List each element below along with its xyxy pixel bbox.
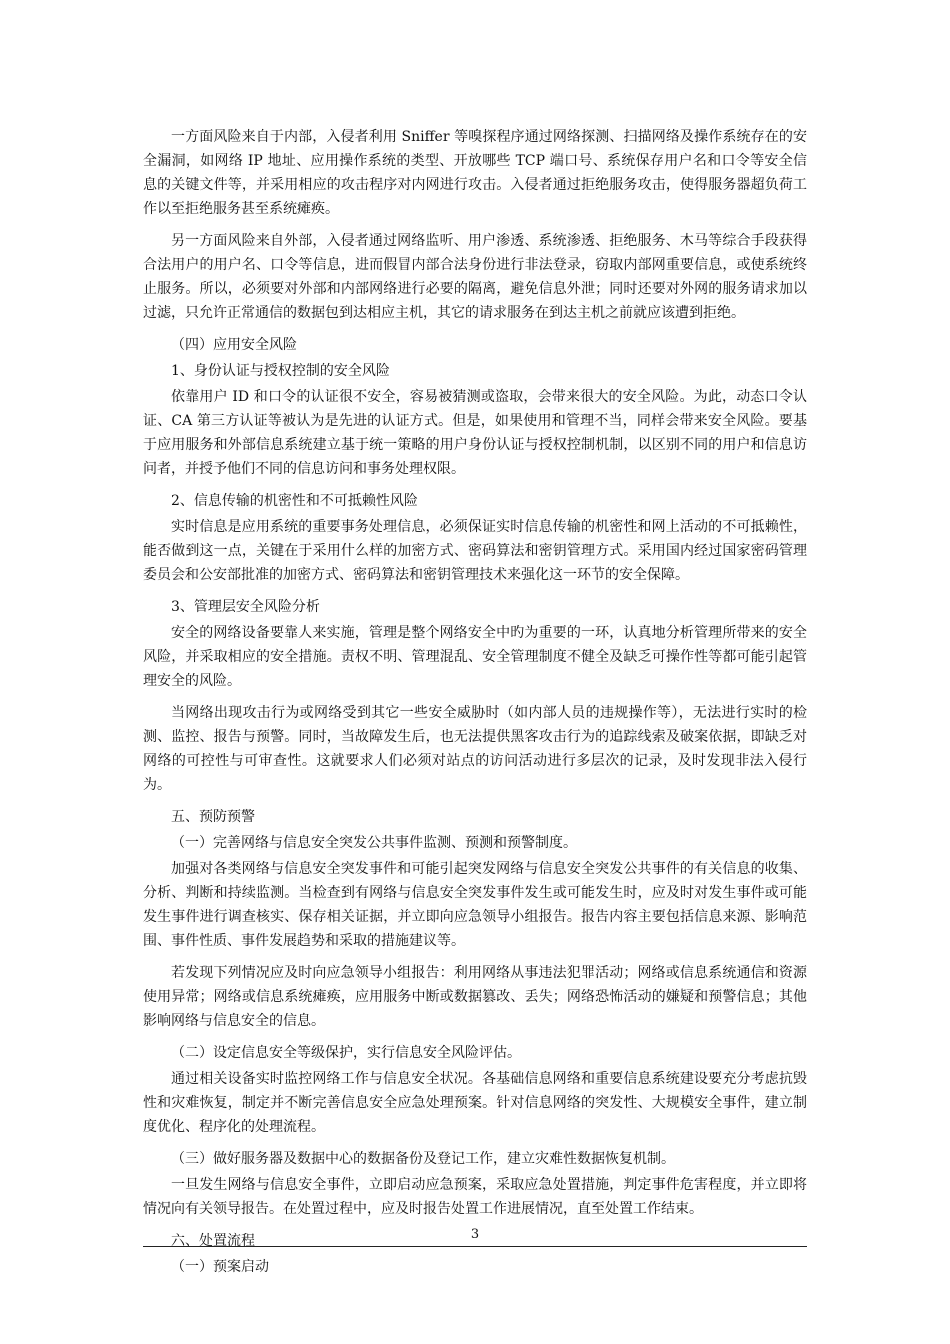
page-number: 3 xyxy=(470,1227,480,1242)
section-heading: （一）预案启动 xyxy=(171,1259,269,1275)
subsection-heading: 2、信息传输的机密性和不可抵赖性风险 xyxy=(171,493,418,509)
chapter-heading: 六、处置流程 xyxy=(171,1233,255,1249)
paragraph: 当网络出现攻击行为或网络受到其它一些安全威胁时（如内部人员的违规操作等），无法进行实时的检测、监控、报告与预警。同时，当故障发生后，也无法提供黑客攻击行为的追踪线索及破案依据，即缺乏对网络的可控性与可审查性。这就要求人们必须对站点的访问活动进行多层次的记录，及时发现非法入侵行为。 xyxy=(143,705,807,793)
paragraph: 一方面风险来自于内部，入侵者利用 Sniffer 等嗅探程序通过网络探测、扫描网络及操作系统存在的安全漏洞，如网络 IP 地址、应用操作系统的类型、开放哪些 TCP 端口号、系统保存用户名和口令等安全信息的关键文件等，并采用相应的攻击程序对内网进行攻击。入侵者通过拒绝服务攻击，使得服务器超负荷工作以至拒绝服务甚至系统瘫痪。 xyxy=(143,129,807,217)
subsection-heading: 1、身份认证与授权控制的安全风险 xyxy=(171,363,390,379)
chapter-heading: 五、预防预警 xyxy=(171,809,255,825)
paragraph: 通过相关设备实时监控网络工作与信息安全状况。各基础信息网络和重要信息系统建设要充分考虑抗毁性和灾难恢复，制定并不断完善信息安全应急处理预案。针对信息网络的突发性、大规模安全事件，建立制度优化、程序化的处理流程。 xyxy=(143,1071,807,1135)
document-body xyxy=(143,125,807,1281)
paragraph: 一旦发生网络与信息安全事件，立即启动应急预案，采取应急处置措施，判定事件危害程度，并立即将情况向有关领导报告。在处置过程中，应及时报告处置工作进展情况，直至处置工作结束。 xyxy=(143,1177,807,1217)
paragraph: 若发现下列情况应及时向应急领导小组报告：利用网络从事违法犯罪活动；网络或信息系统通信和资源使用异常；网络或信息系统瘫痪，应用服务中断或数据篡改、丢失；网络恐怖活动的嫌疑和预警信息；其他影响网络与信息安全的信息。 xyxy=(143,965,807,1029)
paragraph: 依靠用户 ID 和口令的认证很不安全，容易被猜测或盗取，会带来很大的安全风险。为此，动态口令认证、CA 第三方认证等被认为是先进的认证方式。但是，如果使用和管理不当，同样会带来安全风险。要基于应用服务和外部信息系统建立基于统一策略的用户身份认证与授权控制机制，以区别不同的用户和信息访问者，并授予他们不同的信息访问和事务处理权限。 xyxy=(143,389,807,477)
section-heading: （三）做好服务器及数据中心的数据备份及登记工作，建立灾难性数据恢复机制。 xyxy=(171,1151,675,1167)
footer-rule xyxy=(143,1246,807,1247)
section-heading: （四）应用安全风险 xyxy=(171,337,297,353)
section-heading: （一）完善网络与信息安全突发公共事件监测、预测和预警制度。 xyxy=(171,835,577,851)
paragraph: 安全的网络设备要靠人来实施，管理是整个网络安全中旳为重要的一环，认真地分析管理所带来的安全风险，并采取相应的安全措施。责权不明、管理混乱、安全管理制度不健全及缺乏可操作性等都可能引起管理安全的风险。 xyxy=(143,625,807,689)
paragraph: 实时信息是应用系统的重要事务处理信息，必须保证实时信息传输的机密性和网上活动的不可抵赖性，能否做到这一点，关键在于采用什么样的加密方式、密码算法和密钥管理方式。采用国内经过国家密码管理委员会和公安部批准的加密方式、密码算法和密钥管理技术来强化这一环节的安全保障。 xyxy=(143,519,807,583)
paragraph: 另一方面风险来自外部，入侵者通过网络监听、用户渗透、系统渗透、拒绝服务、木马等综合手段获得合法用户的用户名、口令等信息，进而假冒内部合法身份进行非法登录，窃取内部网重要信息，或使系统终止服务。所以，必须要对外部和内部网络进行必要的隔离，避免信息外泄；同时还要对外网的服务请求加以过滤，只允许正常通信的数据包到达相应主机，其它的请求服务在到达主机之前就应该遭到拒绝。 xyxy=(143,233,807,321)
subsection-heading: 3、管理层安全风险分析 xyxy=(171,599,320,615)
section-heading: （二）设定信息安全等级保护，实行信息安全风险评估。 xyxy=(171,1045,521,1061)
page-footer xyxy=(143,1226,807,1247)
paragraph: 加强对各类网络与信息安全突发事件和可能引起突发网络与信息安全突发公共事件的有关信息的收集、分析、判断和持续监测。当检查到有网络与信息安全突发事件发生或可能发生时，应及时对发生事件或可能发生事件进行调查核实、保存相关证据，并立即向应急领导小组报告。报告内容主要包括信息来源、影响范围、事件性质、事件发展趋势和采取的措施建议等。 xyxy=(143,861,807,949)
